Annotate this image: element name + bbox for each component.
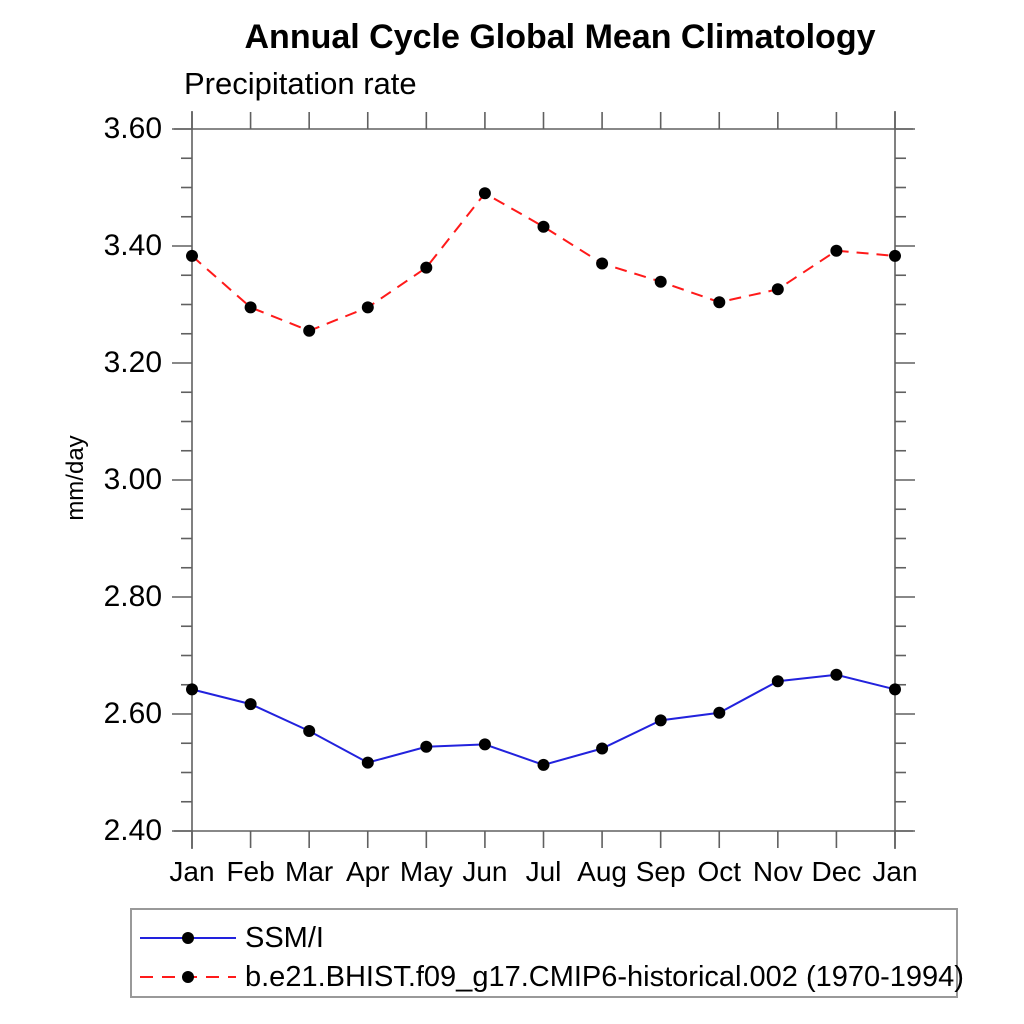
data-point-1-Jan [186,250,198,262]
legend-line-sample-dashed [136,969,240,985]
y-tick-label-2.80: 2.80 [103,580,162,613]
y-tick-label-3.60: 3.60 [103,112,162,145]
chart-subtitle: Precipitation rate [184,66,417,101]
x-tick-label-4: May [399,856,453,887]
x-tick-label-9: Oct [697,856,742,887]
y-tick-label-3.40: 3.40 [103,229,162,262]
data-point-1-Jun [479,187,491,199]
y-tick-label-2.60: 2.60 [103,697,162,730]
data-series [186,187,901,771]
legend-box [130,908,964,998]
legend-entry-ssmi [136,920,324,956]
y-tick-label-2.40: 2.40 [103,814,162,847]
data-point-0-Jul [538,759,550,771]
x-tick-label-12: Jan [872,856,918,887]
data-point-1-Nov [772,283,784,295]
x-tick-label-8: Sep [635,856,686,887]
data-point-1-Feb [245,301,257,313]
x-tick-label-1: Feb [226,856,275,887]
y-axis-label: mm/day [62,435,89,521]
x-tick-label-5: Jun [462,856,508,887]
data-point-0-Mar [303,725,315,737]
data-point-1-Jan [889,250,901,262]
data-point-1-Oct [713,296,725,308]
data-point-0-Dec [830,669,842,681]
data-point-1-May [420,262,432,274]
data-point-0-Aug [596,743,608,755]
series-line-1 [192,193,895,330]
data-point-0-Apr [362,757,374,769]
data-point-0-Jan [186,683,198,695]
x-tick-label-3: Apr [345,856,390,887]
x-tick-label-0: Jan [169,856,215,887]
data-point-1-Jul [538,221,550,233]
data-point-0-Sep [655,714,667,726]
data-point-1-Sep [655,276,667,288]
legend-label-ssmi: SSM/I [245,921,324,954]
data-point-1-Mar [303,325,315,337]
x-tick-label-6: Jul [525,856,562,887]
series-line-0 [192,675,895,765]
x-tick-label-7: Aug [577,856,627,887]
data-point-1-Dec [830,245,842,257]
legend-label-model: b.e21.BHIST.f09_g17.CMIP6-historical.002 (1970-1994) [245,960,964,993]
data-point-1-Apr [362,301,374,313]
data-point-0-Nov [772,675,784,687]
data-point-0-May [420,741,432,753]
legend-line-sample-solid [136,930,240,946]
x-tick-label-10: Nov [752,856,803,887]
legend-entry-model [136,959,964,995]
data-point-0-Feb [245,698,257,710]
chart-title: Annual Cycle Global Mean Climatology [244,18,876,56]
data-point-0-Jan [889,683,901,695]
y-tick-label-3.00: 3.00 [103,463,162,496]
x-tick-label-2: Mar [285,856,334,887]
x-tick-label-11: Dec [811,856,862,887]
data-point-0-Oct [713,707,725,719]
data-point-1-Aug [596,258,608,270]
data-point-0-Jun [479,738,491,750]
y-tick-label-3.20: 3.20 [103,346,162,379]
